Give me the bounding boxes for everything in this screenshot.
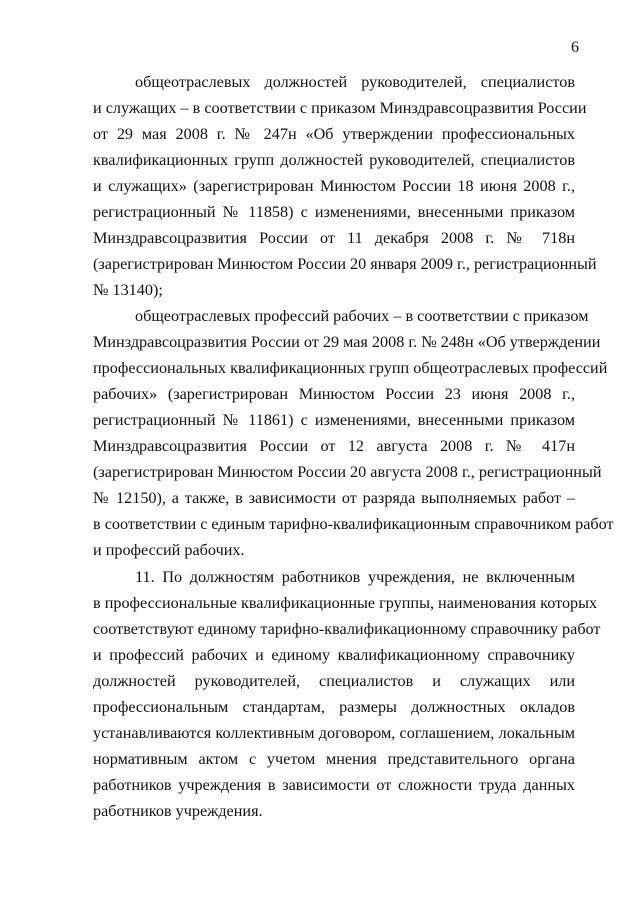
text-line: и служащих – в соответствии с приказом Минздравсоцразвития России [93,99,587,117]
text-line: рабочих» (зарегистрирован Минюстом России 23 июня 2008 г., [93,385,575,403]
text-line: должностей руководителей, специалистов и служащих или [93,672,575,690]
page-number: 6 [571,39,579,56]
text-line: (зарегистрирован Минюстом России 20 января 2009 г., регистрационный [93,255,597,273]
text-line: регистрационный № 11861) с изменениями, внесенными приказом [93,411,575,429]
text-line: соответствуют единому тарифно-квалификационному справочнику работ [93,620,601,638]
text-line: общеотраслевых профессий рабочих – в соответствии с приказом [135,307,589,325]
text-line: от 29 мая 2008 г. № 247н «Об утверждении профессиональных [93,125,575,143]
text-line: профессиональным стандартам, размеры должностных окладов [93,698,575,716]
text-line: регистрационный № 11858) с изменениями, внесенными приказом [93,203,575,221]
text-line: в профессиональные квалификационные группы, наименования которых [93,594,598,612]
text-line: № 12150), а также, в зависимости от разряда выполняемых работ – [93,489,575,507]
text-line: Минздравсоцразвития России от 11 декабря 2008 г. № 718н [93,229,575,247]
text-line: общеотраслевых должностей руководителей, специалистов [135,73,575,91]
text-line: квалификационных групп должностей руководителей, специалистов [93,151,575,169]
text-line: устанавливаются коллективным договором, соглашением, локальным [93,724,575,742]
text-line: (зарегистрирован Минюстом России 20 августа 2008 г., регистрационный [93,463,602,481]
text-line: № 13140); [93,281,163,299]
text-line: и профессий рабочих. [93,541,245,559]
text-line: в соответствии с единым тарифно-квалификационным справочником работ [93,515,614,533]
text-line: Минздравсоцразвития России от 12 августа 2008 г. № 417н [93,437,575,455]
text-line: и профессий рабочих и единому квалификационному справочнику [93,646,575,664]
text-line: профессиональных квалификационных групп общеотраслевых профессий [93,359,608,377]
text-line: и служащих» (зарегистрирован Минюстом России 18 июня 2008 г., [93,177,575,195]
text-line: Минздравсоцразвития России от 29 мая 2008 г. № 248н «Об утверждении [93,333,601,351]
text-line: нормативным актом с учетом мнения представительного органа [93,750,575,768]
text-line: 11. По должностям работников учреждения, не включенным [135,568,575,586]
text-line: работников учреждения. [93,802,263,820]
text-line: работников учреждения в зависимости от сложности труда данных [93,776,575,794]
